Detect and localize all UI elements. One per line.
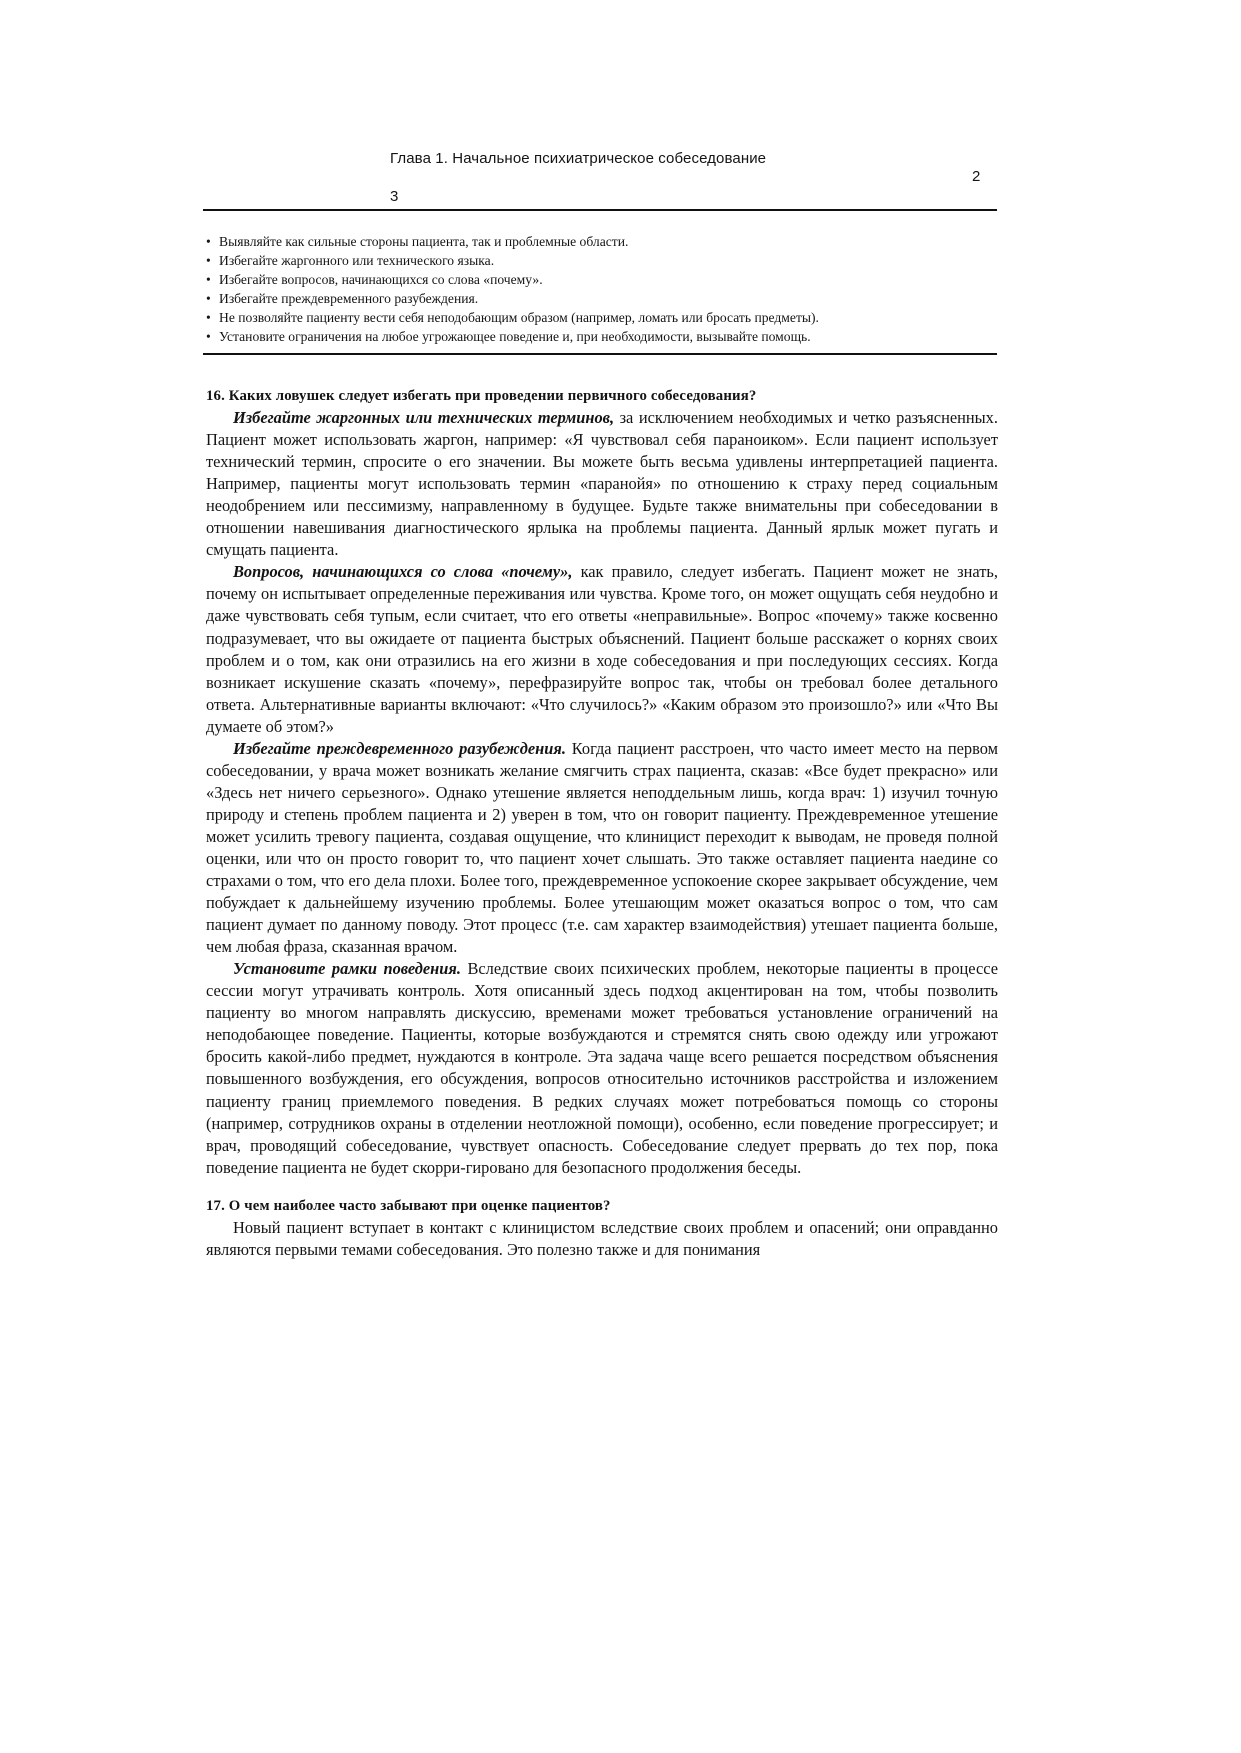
list-item: • Избегайте вопросов, начинающихся со слова «почему». — [206, 272, 543, 287]
summary-list — [206, 232, 998, 346]
paragraph-why-questions: Вопросов, начинающихся со слова «почему», как правило, следует избегать. Пациент может не знать, почему он испытывает определенные переживания или чувства. Кроме того, он может ощущать себя неудобно и даже чувствовать себя тупым, если считает, что его ответы «неправильные». Вопрос «почему» также косвенно подразумевает, что вы ожидаете от пациента быстрых объяснений. Пациент больше расскажет о корнях своих проблем и о том, как они отразились на его жизни в ходе собеседования и при последующих сессиях. Когда возникает искушение сказать «почему», перефразируйте вопрос так, чтобы он требовал более детального ответа. Альтернативные варианты включают: «Что случилось?» «Каким образом это произошло?» или «Что Вы думаете об этом?» — [206, 562, 998, 736]
top-divider — [203, 209, 997, 211]
bullet-icon: • — [206, 310, 211, 325]
page-number-left: 3 — [390, 188, 399, 205]
body-text — [206, 385, 998, 1261]
list-item: • Не позволяйте пациенту вести себя неподобающим образом (например, ломать или бросать предметы). — [206, 310, 819, 325]
bullet-icon: • — [206, 272, 211, 287]
running-head: Глава 1. Начальное психиатрическое собеседование — [390, 150, 767, 167]
question-17-heading: 17. О чем наиболее часто забывают при оценке пациентов? — [206, 1197, 611, 1214]
paragraph-lead: Вопросов, начинающихся со слова «почему», — [233, 562, 573, 582]
paragraph-jargon: Избегайте жаргонных или технических терминов, за исключением необходимых и четко разъясненных. Пациент может использовать жаргон, например: «Я чувствовал себя параноиком». Если пациент использует технический термин, спросите о его значении. Вы можете быть весьма удивлены интерпретацией пациента. Например, пациенты могут использовать термин «паранойя» по отношению к страху перед социальным неодобрением или пессимизму, направленному в будущее. Будьте также внимательны при собеседовании в отношении навешивания диагностического ярлыка на проблемы пациента. Данный ярлык может пугать и смущать пациента. — [206, 408, 998, 560]
question-16-heading: 16. Каких ловушек следует избегать при проведении первичного собеседования? — [206, 388, 757, 404]
bullet-icon: • — [206, 329, 211, 344]
bullet-icon: • — [206, 291, 211, 306]
paragraph-new-patient: Новый пациент вступает в контакт с клиницистом вследствие своих проблем и опасений; они оправданно являются первыми темами собеседования. Это полезно также и для понимания — [206, 1217, 998, 1259]
list-item: • Избегайте жаргонного или технического языка. — [206, 253, 495, 268]
page-number-right: 2 — [972, 168, 981, 185]
paragraph-reassurance: Избегайте преждевременного разубеждения. Когда пациент расстроен, что часто имеет место на первом собеседовании, у врача может возникать желание смягчить страх пациента, сказав: «Все будет прекрасно» или «Здесь нет ничего серьезного». Однако утешение является неподдельным лишь, когда врач: 1) изучил точную природу и степень проблем пациента и 2) уверен в том, что он говорит пациенту. Преждевременное утешение может усилить тревогу пациента, создавая ощущение, что клиницист переходит к выводам, не проведя полной оценки, или что он просто говорит то, что пациент хочет слышать. Это также оставляет пациента наедине со страхами о том, что его дела плохи. Более того, преждевременное успокоение скорее закрывает обсуждение, чем побуждает к дальнейшему изучению проблемы. Более утешающим может оказаться вопрос о том, что сам пациент думает по данному поводу. Этот процесс (т.е. сам характер взаимодействия) утешает пациента больше, чем любая фраза, сказанная врачом. — [206, 738, 998, 957]
paragraph-lead: Избегайте жаргонных или технических терминов, — [233, 408, 615, 428]
bullet-icon: • — [206, 234, 211, 249]
paragraph-lead: Установите рамки поведения. — [233, 959, 461, 979]
paragraph-lead: Избегайте преждевременного разубеждения. — [233, 738, 566, 758]
paragraph-limits: Установите рамки поведения. Вследствие своих психических проблем, некоторые пациенты в процессе сессии могут утрачивать контроль. Хотя описанный здесь подход акцентирован на том, чтобы позволить пациенту во многом направлять дискуссию, временами может требоваться установление ограничений на неподобающее поведение. Пациенты, которые возбуждаются и стремятся снять свою одежду или угрожают бросить какой-либо предмет, нуждаются в контроле. Эта задача чаще всего решается посредством объяснения повышенного возбуждения, его обсуждения, вопросов относительно источников расстройства и изложением пациенту границ приемлемого поведения. В редких случаях может потребоваться помощь со стороны (например, сотрудников охраны в отделении неотложной помощи), особенно, если поведение прогрессирует; и врач, проводящий собеседование, чувствует опасность. Собеседование следует прервать до тех пор, пока поведение пациента не будет скорри-гировано для безопасного продолжения беседы. — [206, 959, 998, 1177]
bullet-icon: • — [206, 253, 211, 268]
bottom-divider — [203, 353, 997, 355]
list-item: • Избегайте преждевременного разубеждения. — [206, 291, 479, 306]
list-item: • Установите ограничения на любое угрожающее поведение и, при необходимости, вызывайте помощь. — [206, 329, 811, 344]
list-item: • Выявляйте как сильные стороны пациента, так и проблемные области. — [206, 234, 629, 249]
